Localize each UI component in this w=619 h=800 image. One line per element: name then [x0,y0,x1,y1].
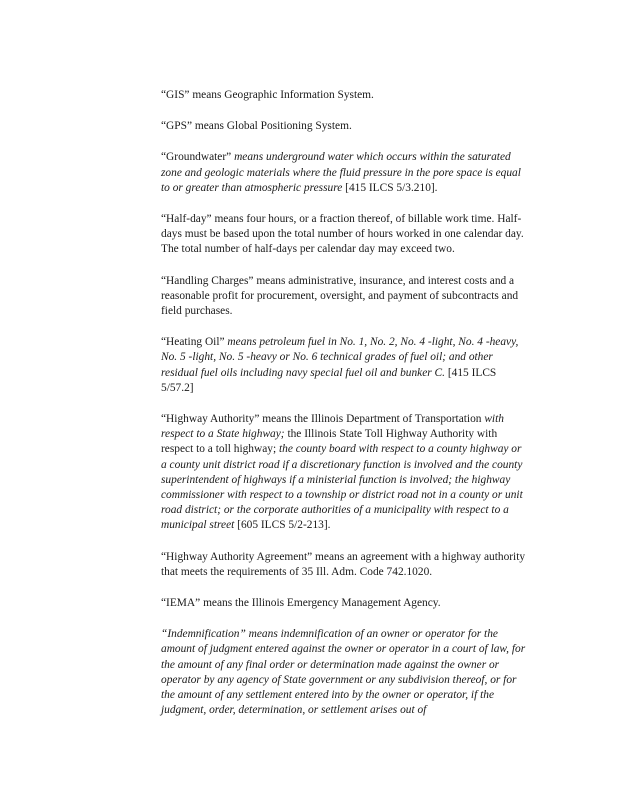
statutory-text: means underground water which occurs within the saturated zone and geologic materials where the fluid pressure in the pore space is equal to or greater than atmospheric pressure [161,151,521,194]
definition-gis [161,88,529,103]
definition-indemnification [161,627,529,718]
definition-highway-authority-agreement [161,550,529,580]
statutory-text: with respect to a State highway; [161,413,504,441]
definition-text: “Handling Charges” means administrative, insurance, and interest costs and a reasonable profit for procurement, oversight, and payment of subcontracts and field purchases. [161,274,519,318]
statutory-text: means petroleum fuel in No. 1, No. 2, No. 4 -light, No. 4 -heavy, No. 5 -light, No. 5 -heavy or No. 6 technical grades of fuel oil; and other residual fuel oils including navy special fuel oil and bunker C. [161,336,519,379]
definition-handling-charges [161,274,529,320]
definition-text: the Illinois State Toll Highway Authority with respect to a toll highway; [161,428,498,456]
statutory-text: the county board with respect to a county highway or a county unit district road if a discretionary function is involved and the county superintendent of highways if a ministerial function is involved; the highway commissioner with respect to a township or district road not in a county or unit road district; or the corporate authorities of a municipality with respect to a municipal street [161,443,523,532]
definition-term: “Heating Oil” [161,336,228,349]
definition-groundwater [161,150,529,196]
definition-text: “GPS” means Global Positioning System. [161,120,352,133]
definition-term: “Groundwater” [161,151,235,164]
definition-iema [161,596,529,611]
definition-text: “IEMA” means the Illinois Emergency Management Agency. [161,597,441,610]
definition-text: “Half-day” means four hours, or a fraction thereof, of billable work time. Half-days must be based upon the total number of hours worked in one calendar day. The total number of half-days per calendar day may exceed two. [161,213,524,256]
definition-text: “Highway Authority Agreement” means an agreement with a highway authority that meets the requirements of 35 Ill. Adm. Code 742.1020. [161,550,526,578]
definition-gps [161,119,529,134]
definition-term: “Highway Authority” means the Illinois Department of Transportation [161,413,485,426]
definition-half-day [161,212,529,258]
citation: [415 ILCS 5/57.2] [161,366,497,394]
citation: [605 ILCS 5/2-213]. [234,519,331,532]
statutory-text: “Indemnification” means indemnification of an owner or operator for the amount of judgment entered against the owner or operator in a court of law, for the amount of any final order or determination made against the owner or operator by any agency of State government or any subdivision thereof, or for the amount of any settlement entered into by the owner or operator, if the judgment, order, determination, or settlement arises out of [161,628,526,717]
definition-heating-oil [161,335,529,396]
definition-highway-authority [161,412,529,534]
definition-text: “GIS” means Geographic Information System. [161,89,374,101]
citation: [415 ILCS 5/3.210]. [342,181,438,194]
definitions-list [161,88,529,735]
